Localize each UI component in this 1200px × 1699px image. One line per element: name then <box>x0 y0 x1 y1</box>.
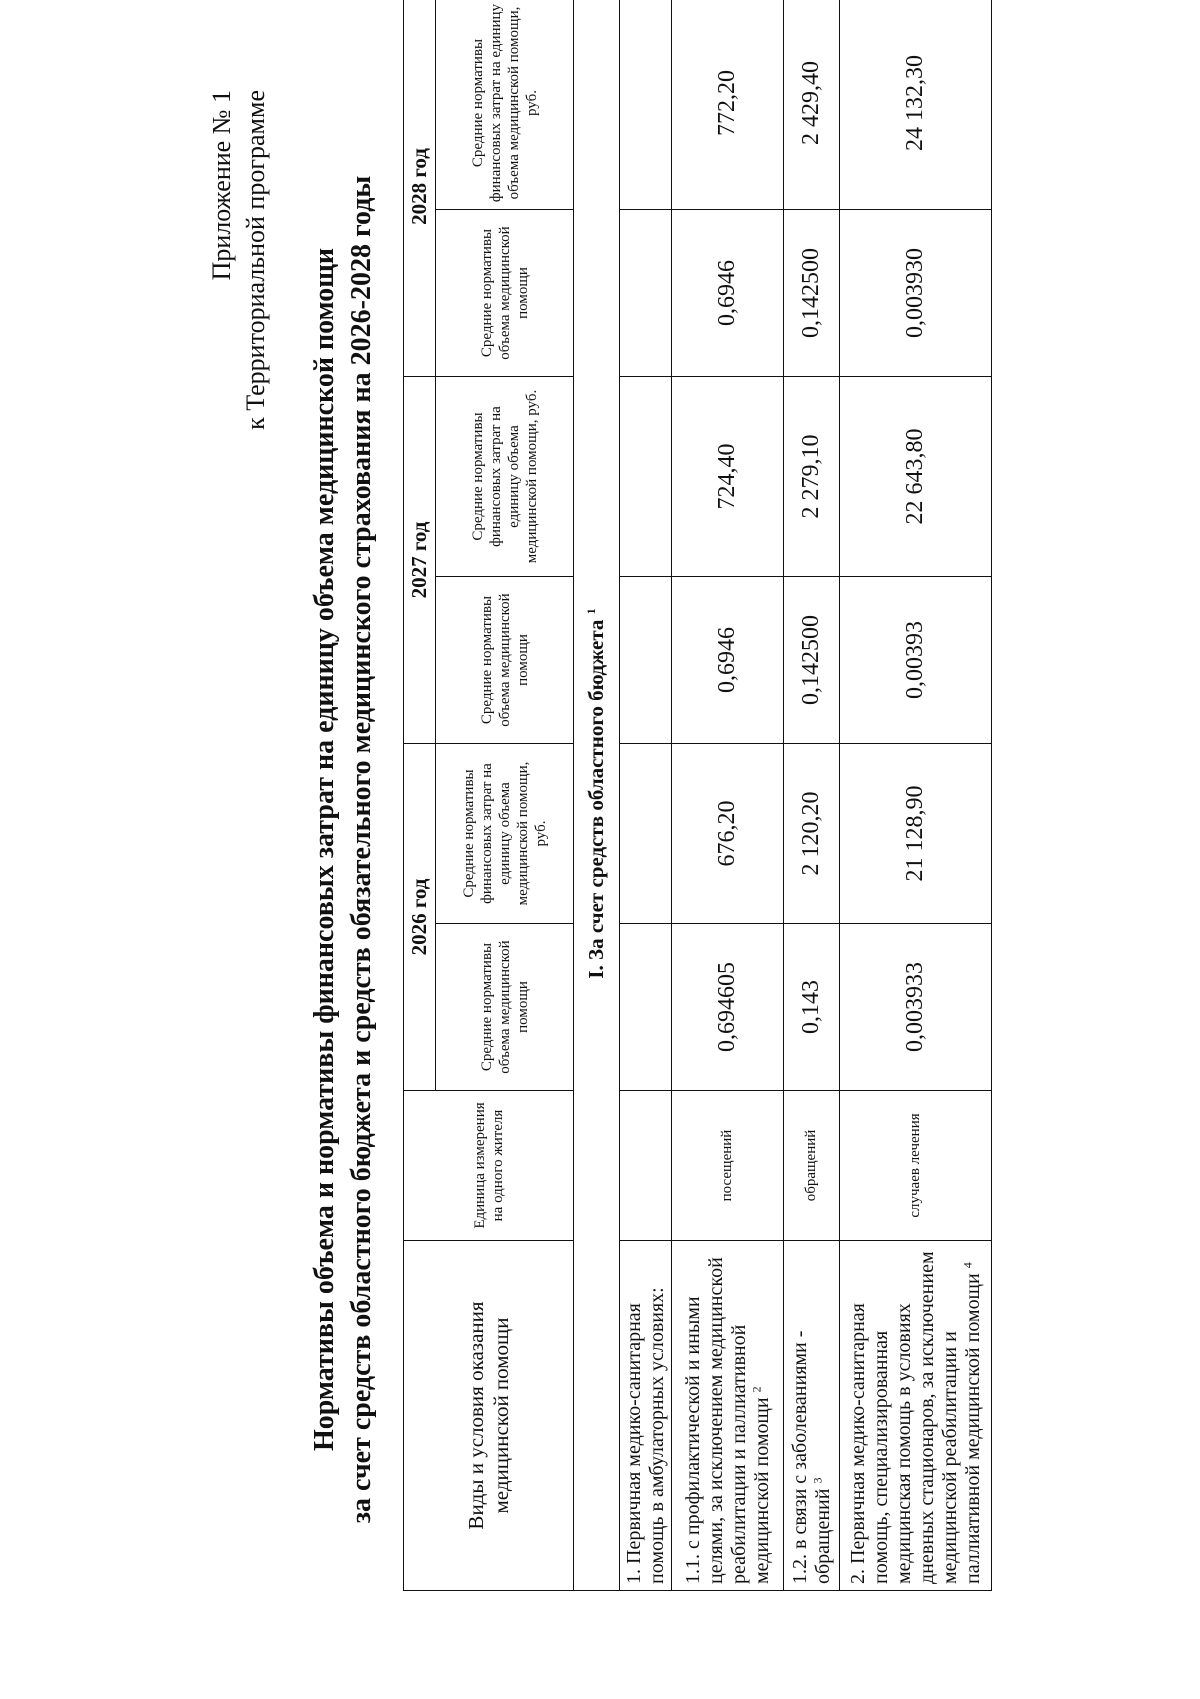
header-year-2026: 2026 год <box>404 744 436 1091</box>
section-heading-text: I. За счет средств областного бюджета <box>584 619 608 979</box>
cell-cost-2028 <box>620 0 672 210</box>
cell-volume-2028 <box>620 210 672 377</box>
cell-cost-2028: 24 132,30 <box>840 0 992 210</box>
row-unit: обращений <box>784 1091 840 1241</box>
cell-volume-2027: 0,00393 <box>840 577 992 744</box>
cell-volume-2027: 0,142500 <box>784 577 840 744</box>
annex-number: Приложение № 1 <box>207 90 236 281</box>
table-row <box>672 0 784 1591</box>
cell-volume-2027 <box>620 577 672 744</box>
document-title <box>306 125 380 1574</box>
annex-label <box>205 90 273 430</box>
row-footnote-mark: 3 <box>809 1477 824 1484</box>
cell-cost-2028: 772,20 <box>672 0 784 210</box>
table-row <box>840 0 992 1591</box>
cell-volume-2028: 0,6946 <box>672 210 784 377</box>
cell-volume-2026 <box>620 924 672 1091</box>
header-kind: Виды и условия оказания медицинской помощи <box>404 1241 574 1591</box>
cell-cost-2027: 22 643,80 <box>840 377 992 577</box>
cell-cost-2028: 2 429,40 <box>784 0 840 210</box>
header-year-2028: 2028 год <box>404 0 436 377</box>
row-name: 1.2. в связи с заболеваниями - обращений $^3$ <box>784 1241 840 1591</box>
row-name: 2. Первичная медико-санитарная помощь, специализированная медицинская помощь в условиях дневных стационаров, за исключением медицинской реабилитации и паллиативной медицинской помощи $^4$ <box>840 1241 992 1591</box>
row-name: 1. Первичная медико-санитарная помощь в амбулаторных условиях: <box>620 1241 672 1591</box>
cell-volume-2027: 0,6946 <box>672 577 784 744</box>
cell-volume-2026: 0,694605 <box>672 924 784 1091</box>
row-unit <box>620 1091 672 1241</box>
cell-volume-2026: 0,143 <box>784 924 840 1091</box>
annex-program: к Территориальной программе <box>241 90 270 430</box>
cell-cost-2027 <box>620 377 672 577</box>
header-cost-2028: Средние нормативы финансовых затрат на единицу объема медицинской помощи, руб. <box>436 0 574 210</box>
norms-table <box>403 0 992 1591</box>
header-year-2027: 2027 год <box>404 377 436 744</box>
header-volume-2027: Средние нормативы объема медицинской помощи <box>436 577 574 744</box>
row-unit: случаев лечения <box>840 1091 992 1241</box>
table-row <box>784 0 840 1591</box>
row-footnote-mark: 2 <box>748 1386 763 1393</box>
cell-cost-2026: 676,20 <box>672 744 784 924</box>
cell-volume-2028: 0,142500 <box>784 210 840 377</box>
table-row <box>620 0 672 1591</box>
cell-volume-2028: 0,003930 <box>840 210 992 377</box>
header-volume-2028: Средние нормативы объема медицинской помощи <box>436 210 574 377</box>
cell-cost-2027: 724,40 <box>672 377 784 577</box>
title-line-2: за счет средств областного бюджета и средств обязательного медицинского страхования на 2026-2028 годы <box>346 175 377 1524</box>
section-footnote-mark: 1 <box>584 608 598 615</box>
row-footnote-mark: 4 <box>959 1262 974 1269</box>
cell-cost-2026 <box>620 744 672 924</box>
title-line-1: Нормативы объема и нормативы финансовых затрат на единицу объема медицинской помощи <box>309 247 340 1452</box>
cell-volume-2026: 0,003933 <box>840 924 992 1091</box>
cell-cost-2026: 2 120,20 <box>784 744 840 924</box>
row-name: 1.1. с профилактической и иными целями, за исключением медицинской реабилитации и паллиативной медицинской помощи $^2$ <box>672 1241 784 1591</box>
cell-cost-2026: 21 128,90 <box>840 744 992 924</box>
header-volume-2026: Средние нормативы объема медицинской помощи <box>436 924 574 1091</box>
section-heading <box>574 0 620 1591</box>
row-unit: посещений <box>672 1091 784 1241</box>
cell-cost-2027: 2 279,10 <box>784 377 840 577</box>
header-cost-2027: Средние нормативы финансовых затрат на единицу объема медицинской помощи, руб. <box>436 377 574 577</box>
header-cost-2026: Средние нормативы финансовых затрат на единицу объема медицинской помощи, руб. <box>436 744 574 924</box>
header-unit: Единица измерения на одного жителя <box>404 1091 574 1241</box>
